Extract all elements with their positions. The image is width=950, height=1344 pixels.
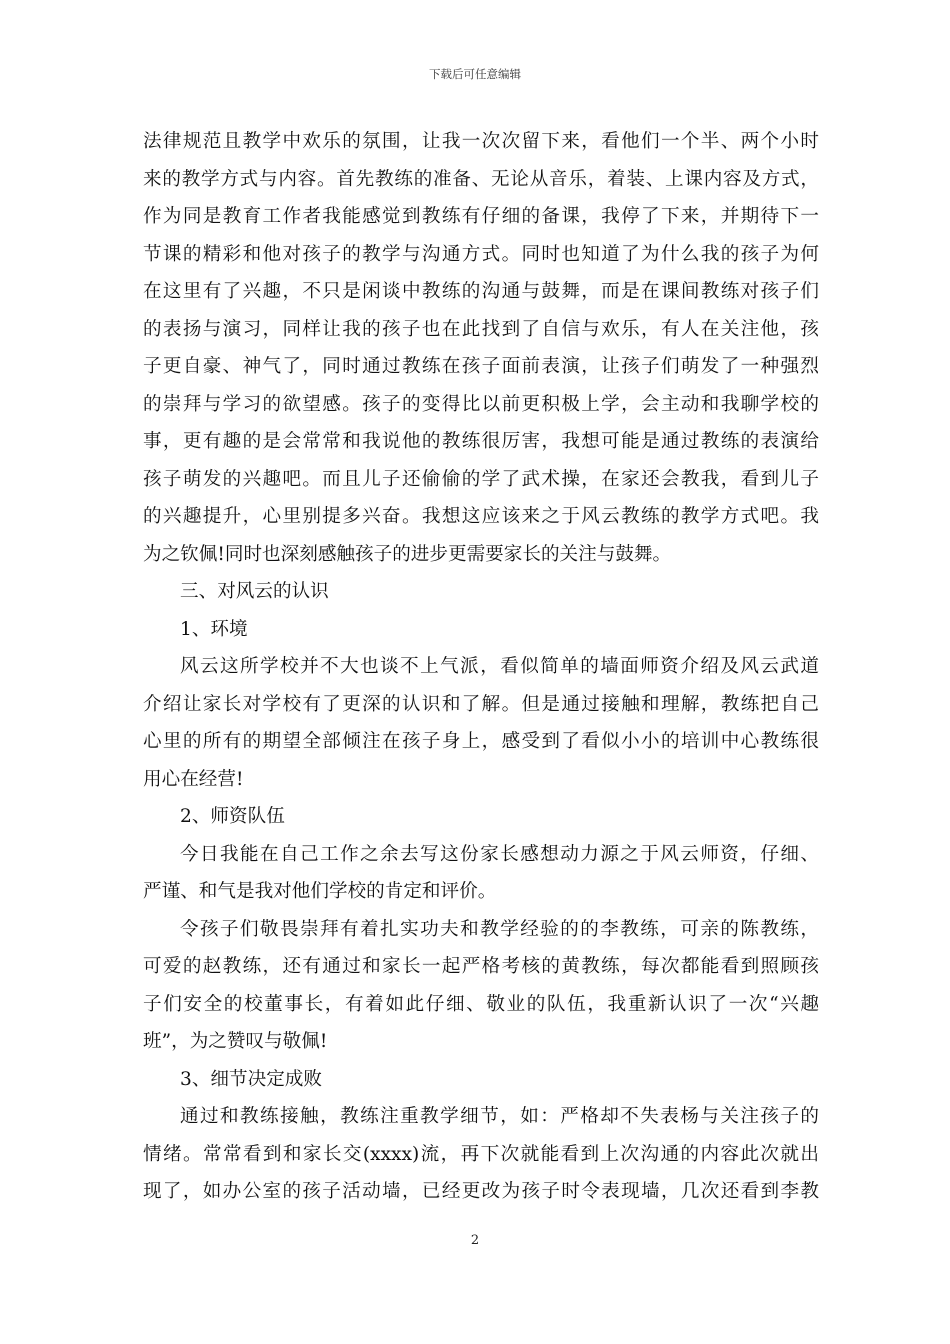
document-body <box>143 123 819 1211</box>
text-line: 风云这所学校并不大也谈不上气派，看似简单的墙面师资介绍及风云武道 <box>180 656 819 677</box>
text-line: 1、环境 <box>180 618 248 640</box>
text-line: 在这里有了兴趣，不只是闲谈中教练的沟通与鼓舞，而是在课间教练对孩子们 <box>143 281 819 302</box>
text-line: 可爱的赵教练，还有通过和家长一起严格考核的黄教练，每次都能看到照顾孩 <box>143 956 819 977</box>
text-line: 情绪。常常看到和家长交(xxxx)流，再下次就能看到上次沟通的内容此次就出 <box>143 1143 819 1165</box>
text-line: 介绍让家长对学校有了更深的认识和了解。但是通过接触和理解，教练把自己 <box>143 693 819 715</box>
text-line: 通过和教练接触，教练注重教学细节，如：严格却不失表杨与关注孩子的 <box>180 1106 819 1127</box>
text-line: 的表扬与演习，同样让我的孩子也在此找到了自信与欢乐，有人在关注他，孩 <box>143 318 819 340</box>
text-line: 来的教学方式与内容。首先教练的准备、无论从音乐，着装、上课内容及方式， <box>143 168 819 190</box>
text-line: 的兴趣提升，心里别提多兴奋。我想这应该来之于风云教练的教学方式吧。我 <box>143 506 819 527</box>
text-line: 孩子萌发的兴趣吧。而且儿子还偷偷的学了武术操，在家还会教我，看到儿子 <box>143 468 819 490</box>
text-line: 子更自豪、神气了，同时通过教练在孩子面前表演，让孩子们萌发了一种强烈 <box>143 356 819 377</box>
text-line: 现了，如办公室的孩子活动墙，已经更改为孩子时令表现墙，几次还看到李教 <box>143 1181 819 1202</box>
text-line: 事，更有趣的是会常常和我说他的教练很厉害，我想可能是通过教练的表演给 <box>143 431 819 452</box>
page-header: 下载后可任意编辑 <box>429 67 521 81</box>
text-line: 为之钦佩!同时也深刻感触孩子的进步更需要家长的关注与鼓舞。 <box>143 543 672 565</box>
text-line: 的崇拜与学习的欲望感。孩子的变得比以前更积极上学，会主动和我聊学校的 <box>143 393 819 415</box>
text-line: 严谨、和气是我对他们学校的肯定和评价。 <box>143 881 497 902</box>
text-line: 作为同是教育工作者我能感觉到教练有仔细的备课，我停了下来，并期待下一 <box>143 206 819 227</box>
text-line: 用心在经营! <box>143 768 244 790</box>
page-number: 2 <box>470 1233 480 1248</box>
text-line: 节课的精彩和他对孩子的教学与沟通方式。同时也知道了为什么我的孩子为何 <box>143 243 819 265</box>
text-line: 三、对风云的认识 <box>180 581 329 602</box>
text-line: 班”，为之赞叹与敬佩! <box>143 1031 328 1052</box>
text-line: 心里的所有的期望全部倾注在孩子身上，感受到了看似小小的培训中心教练很 <box>143 731 819 752</box>
text-line: 今日我能在自己工作之余去写这份家长感想动力源之于风云师资，仔细、 <box>180 843 819 865</box>
text-line: 法律规范且教学中欢乐的氛围，让我一次次留下来，看他们一个半、两个小时 <box>143 131 819 152</box>
text-line: 2、师资队伍 <box>180 806 285 827</box>
text-line: 3、细节决定成败 <box>180 1068 322 1090</box>
text-line: 子们安全的校董事长，有着如此仔细、敬业的队伍，我重新认识了一次“兴趣 <box>143 993 819 1015</box>
text-line: 令孩子们敬畏崇拜有着扎实功夫和教学经验的的李教练，可亲的陈教练， <box>180 918 819 940</box>
